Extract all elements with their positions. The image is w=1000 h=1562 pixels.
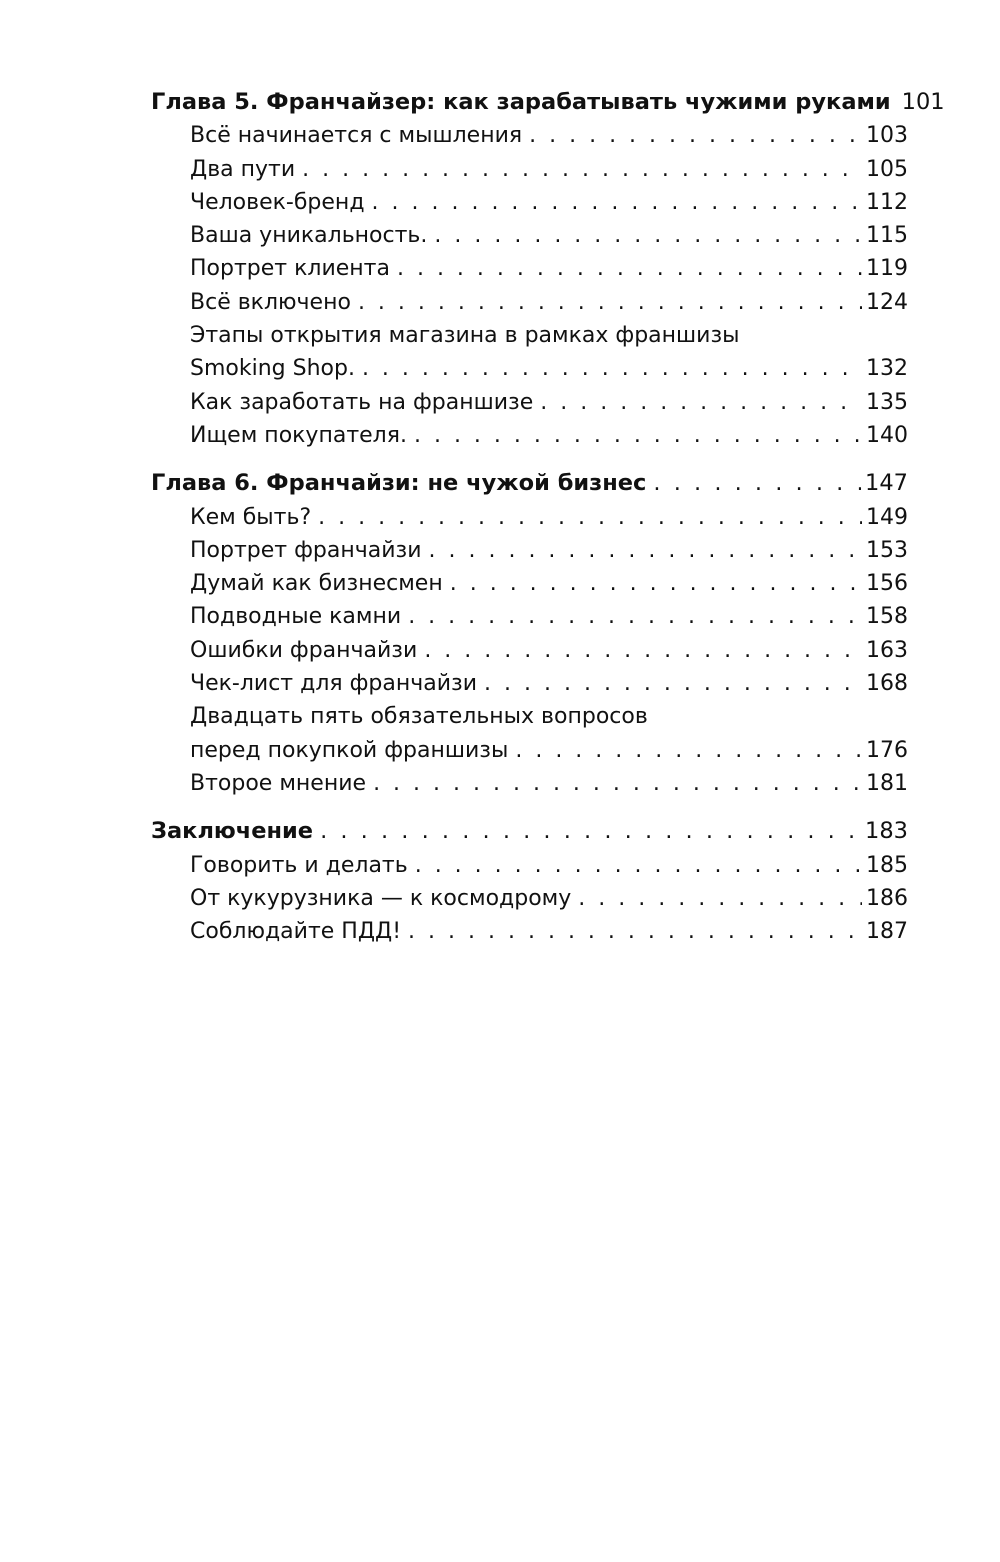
toc-entry [151, 252, 908, 285]
toc-entry-first-line [151, 319, 908, 352]
dot-leader [365, 186, 862, 219]
toc-entry [151, 419, 908, 452]
dot-leader [311, 501, 862, 534]
toc-chapter-heading [151, 86, 945, 119]
dot-leader [417, 634, 862, 667]
toc-section-conclusion [151, 815, 908, 948]
entry-title: Чек-лист для франчайзи [190, 671, 478, 697]
page-number: 156 [866, 571, 908, 597]
toc-entry [151, 767, 908, 800]
toc-entry [151, 534, 908, 567]
toc-entry [151, 600, 908, 633]
page-number: 140 [866, 422, 908, 448]
page-number: 149 [866, 504, 908, 530]
entry-title: Всё начинается с мышления [190, 123, 523, 149]
page-number: 163 [866, 637, 908, 663]
dot-leader [571, 882, 862, 915]
entry-title-line1: Этапы открытия магазина в рамках франшизы [190, 323, 740, 349]
entry-title: Smoking Shop. [190, 356, 355, 382]
entry-title: Человек-бренд [190, 189, 365, 215]
dot-leader [891, 86, 898, 119]
page-number: 119 [866, 256, 908, 282]
page-number: 176 [866, 737, 908, 763]
dot-leader [401, 600, 862, 633]
page-number: 158 [866, 604, 908, 630]
page-number: 124 [866, 289, 908, 315]
toc-section-chapter-5 [151, 86, 945, 452]
page-number: 132 [866, 356, 908, 382]
toc-entry [151, 153, 908, 186]
dot-leader [295, 153, 862, 186]
entry-title: Говорить и делать [190, 852, 408, 878]
toc-chapter-heading [151, 815, 908, 848]
dot-leader [646, 467, 861, 500]
entry-title: Два пути [190, 156, 296, 182]
table-of-contents [151, 86, 945, 948]
dot-leader [443, 567, 862, 600]
toc-entry [151, 567, 908, 600]
page-number: 115 [866, 223, 908, 249]
page-number: 105 [866, 156, 908, 182]
toc-entry-first-line [151, 700, 908, 733]
dot-leader [533, 386, 862, 419]
entry-title: Думай как бизнесмен [190, 571, 443, 597]
page-number: 186 [866, 885, 908, 911]
page-number: 112 [866, 189, 908, 215]
entry-title: Ошибки франчайзи [190, 637, 418, 663]
dot-leader [351, 286, 862, 319]
entry-title: Как заработать на франшизе [190, 389, 534, 415]
dot-leader [390, 252, 862, 285]
chapter-title: Заключение [151, 818, 314, 845]
toc-entry [151, 915, 908, 948]
entry-title: Кем быть? [190, 504, 312, 530]
toc-entry [151, 501, 908, 534]
page-number: 187 [866, 919, 908, 945]
entry-title: Портрет франчайзи [190, 537, 422, 563]
page-number: 153 [866, 537, 908, 563]
entry-title: Портрет клиента [190, 256, 390, 282]
entry-title: Всё включено [190, 289, 351, 315]
entry-title: Второе мнение [190, 770, 367, 796]
page-number: 181 [866, 770, 908, 796]
dot-leader [408, 849, 862, 882]
toc-entry [151, 186, 908, 219]
dot-leader [422, 534, 862, 567]
toc-entry [151, 386, 908, 419]
toc-entry [151, 286, 908, 319]
toc-entry [151, 849, 908, 882]
toc-entry [151, 667, 908, 700]
chapter-title: Глава 5. Франчайзер: как зарабатывать чужими руками [151, 89, 891, 115]
chapter-title: Глава 6. Франчайзи: не чужой бизнес [151, 470, 647, 497]
toc-entry [151, 634, 908, 667]
toc-entry [151, 219, 908, 252]
page-number: 147 [865, 470, 908, 497]
dot-leader [355, 352, 862, 385]
toc-entry [151, 882, 908, 915]
page-number: 168 [866, 671, 908, 697]
toc-entry [151, 352, 908, 385]
page-number: 135 [866, 389, 908, 415]
page-number: 101 [901, 89, 945, 115]
dot-leader [401, 915, 862, 948]
entry-title: перед покупкой франшизы [190, 737, 509, 763]
entry-title: Ищем покупателя. [190, 422, 407, 448]
page-number: 183 [865, 818, 908, 845]
dot-leader [508, 734, 862, 767]
dot-leader [407, 419, 862, 452]
page-number: 185 [866, 852, 908, 878]
toc-chapter-heading [151, 467, 908, 500]
dot-leader [477, 667, 862, 700]
page-number: 103 [866, 123, 908, 149]
toc-entry [151, 119, 908, 152]
toc-section-chapter-6 [151, 467, 908, 800]
entry-title-line1: Двадцать пять обязательных вопросов [190, 704, 648, 730]
entry-title: Соблюдайте ПДД! [190, 919, 402, 945]
toc-entry [151, 734, 908, 767]
dot-leader [427, 219, 862, 252]
entry-title: Ваша уникальность. [190, 223, 428, 249]
dot-leader [366, 767, 862, 800]
dot-leader [522, 119, 862, 152]
entry-title: Подводные камни [190, 604, 402, 630]
entry-title: От кукурузника — к космодрому [190, 885, 572, 911]
dot-leader [313, 815, 861, 848]
